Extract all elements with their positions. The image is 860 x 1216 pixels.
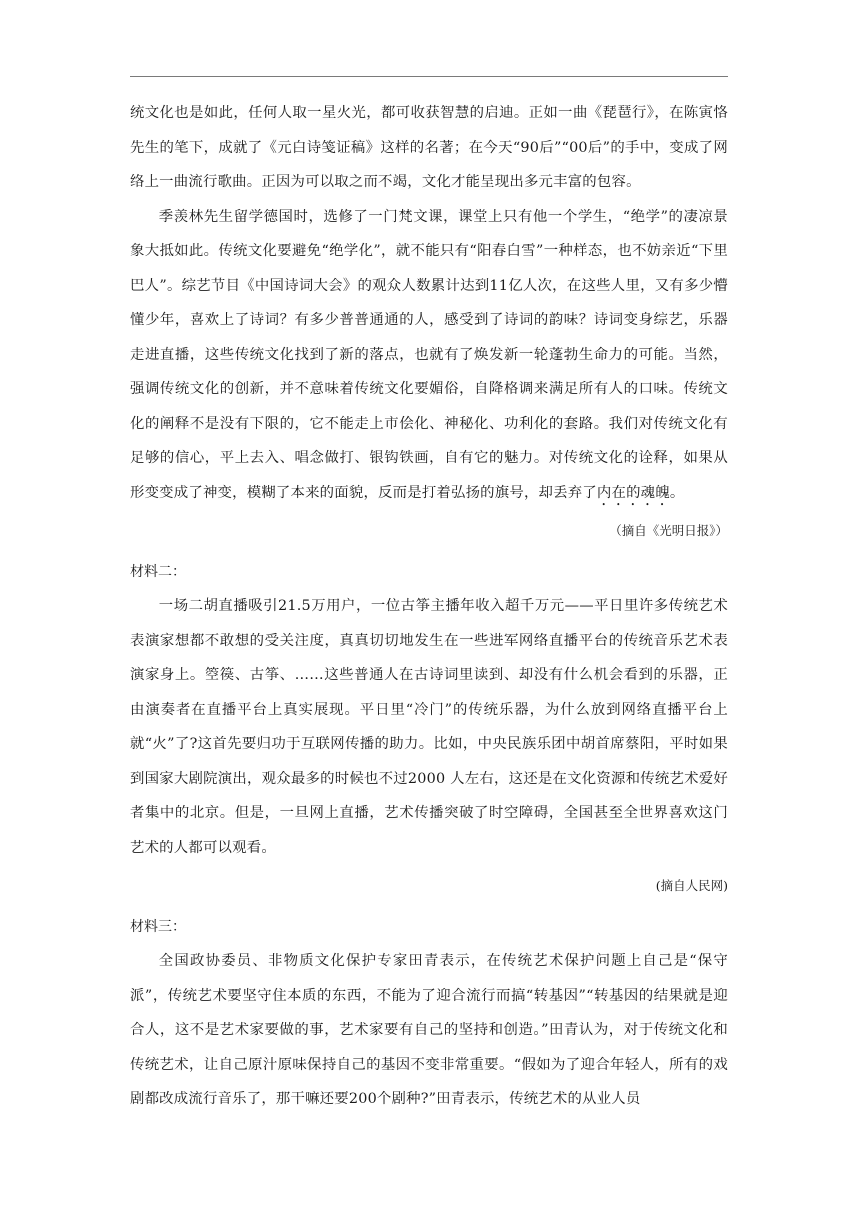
section-heading-material-3: 材料三： [130,918,186,935]
paragraph-1: 统文化也是如此，任何人取一星火光，都可收获智慧的启迪。正如一曲《琵琶行》，在陈寅恪先生的笔下，成就了《元白诗笺证稿》这样的名著；在今天“90后”“00后”的手中，变成了网络上一曲流行歌曲。正因为可以取之而不竭，文化才能呈现出多元丰富的包容。 [130,105,728,190]
paragraph-2-main: 季羡林先生留学德国时，选修了一门梵文课，课堂上只有他一个学生，“绝学”的凄凉景象大抵如此。传统文化要避免“绝学化”，就不能只有“阳春白雪”一种样态，也不妨亲近“下里巴人”。综艺节目《中国诗词大会》的观众人数累计达到11亿人次，在这些人里，又有多少懵懂少年，喜欢上了诗词？有多少普普通通的人，感受到了诗词的韵味？诗词变身综艺，乐器走进直播，这些传统文化找到了新的落点，也就有了焕发新一轮蓬勃生命力的可能。当然，强调传统文化的创新，并不意味着传统文化要媚俗，自降格调来满足所有人的口味。传统文化的阐释不是没有下限的，它不能走上市侩化、神秘化、功利化的套路。我们对传统文化有足够的信心，平上去入、唱念做打、银钩铁画，自有它的魅力。对传统文化的诠释，如果从形变变成了神变，模糊了本来的面貌，反而是打着弘扬的旗号，却丢弃了 [130,208,728,501]
source-citation-1: （摘自《光明日报》） [609,523,728,538]
paragraph-4: 全国政协委员、非物质文化保护专家田青表示，在传统艺术保护问题上自己是“保守派”，传统艺术要坚守住本质的东西，不能为了迎合流行而搞“转基因”“转基因的结果就是迎合人，这不是艺术家要做的事，艺术家要有自己的坚持和创造。”田青认为，对于传统文化和传统艺术，让自己原汁原味保持自己的基因不变非常重要。“假如为了迎合年轻人，所有的戏剧都改成流行音乐了，那干嘛还要200个剧种?”田青表示，传统艺术的从业人员 [130,953,728,1107]
paragraph-2 [130,200,728,511]
source-citation-2: (摘自人民网) [655,878,728,893]
emphasized-phrase: 内在的魂魄 [596,484,670,501]
header-rule [130,76,728,77]
paragraph-2-end: 。 [669,484,685,501]
paragraph-3: 一场二胡直播吸引21.5万用户，一位古筝主播年收入超千万元——平日里许多传统艺术表演家想都不敢想的受关注度，真真切切地发生在一些进军网络直播平台的传统音乐艺术表演家身上。箜篌、古筝、……这些普通人在古诗词里读到、却没有什么机会看到的乐器，正由演奏者在直播平台上真实展现。平日里“冷门”的传统乐器，为什么放到网络直播平台上就“火”了?这首先要归功于互联网传播的助力。比如，中央民族乐团中胡首席蔡阳，平时如果到国家大剧院演出，观众最多的时候也不过2000 人左右，这还是在文化资源和传统艺术爱好者集中的北京。但是，一旦网上直播，艺术传播突破了时空障碍，全国甚至全世界喜欢这门艺术的人都可以观看。 [130,598,728,856]
document-body [130,96,728,1117]
section-heading-material-2: 材料二： [130,563,186,580]
